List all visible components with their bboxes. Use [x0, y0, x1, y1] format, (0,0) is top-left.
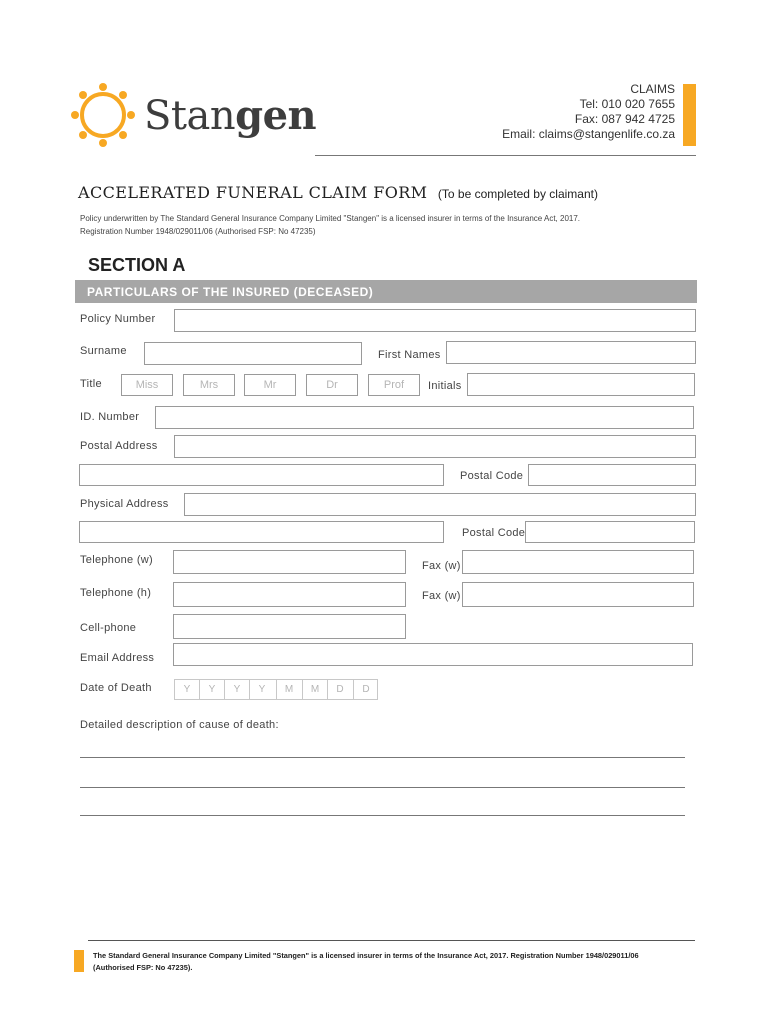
claims-fax: Fax: 087 942 4725	[574, 112, 675, 126]
title-option-mrs[interactable]: Mrs	[183, 374, 235, 396]
brand-name-bold: gen	[235, 92, 317, 139]
initials-field[interactable]	[467, 373, 695, 396]
date-cell-d1[interactable]: D	[327, 680, 352, 700]
policy-number-label: Policy Number	[80, 313, 156, 325]
policy-note-line-2: Registration Number 1948/029011/06 (Authorised FSP: No 47235)	[80, 227, 316, 236]
accent-bar-bottom	[74, 950, 84, 972]
physical-address-field-2[interactable]	[79, 521, 444, 543]
cell-phone-field[interactable]	[173, 614, 406, 639]
fax-w-field[interactable]	[462, 550, 694, 574]
title-label: Title	[80, 378, 102, 390]
date-cell-y4[interactable]: Y	[249, 680, 274, 700]
physical-postal-code-field[interactable]	[525, 521, 695, 543]
date-cell-y2[interactable]: Y	[199, 680, 224, 700]
fax-h-label: Fax (w)	[422, 590, 461, 602]
brand-name	[144, 92, 316, 139]
id-number-label: ID. Number	[80, 411, 140, 423]
footer-line-2: (Authorised FSP: No 47235).	[93, 963, 193, 972]
cause-of-death-label: Detailed description of cause of death:	[80, 719, 279, 731]
footer-line-1: The Standard General Insurance Company Limited "Stangen" is a licensed insurer in terms of the Insurance Act, 2017. Registration Number 1948/029011/06	[93, 951, 639, 960]
claims-email: Email: claims@stangenlife.co.za	[502, 127, 675, 141]
form-title-text: ACCELERATED FUNERAL CLAIM FORM	[78, 183, 428, 202]
accent-bar-top	[683, 84, 696, 146]
postal-address-field-2[interactable]	[79, 464, 444, 486]
title-option-dr[interactable]: Dr	[306, 374, 358, 396]
claims-tel: Tel: 010 020 7655	[579, 97, 675, 111]
title-option-mr[interactable]: Mr	[244, 374, 296, 396]
fax-h-field[interactable]	[462, 582, 694, 607]
date-cell-m2[interactable]: M	[302, 680, 327, 700]
policy-number-field[interactable]	[174, 309, 696, 332]
id-number-field[interactable]	[155, 406, 694, 429]
date-cell-y1[interactable]: Y	[174, 680, 199, 700]
footer-divider	[88, 940, 695, 941]
postal-code-label: Postal Code	[460, 470, 524, 482]
section-bar-label: PARTICULARS OF THE INSURED (DECEASED)	[87, 285, 374, 299]
section-bar	[75, 280, 697, 303]
header-divider	[315, 155, 696, 156]
telephone-h-label: Telephone (h)	[80, 587, 152, 599]
telephone-w-field[interactable]	[173, 550, 406, 574]
claims-heading: CLAIMS	[630, 82, 675, 96]
date-cell-y3[interactable]: Y	[224, 680, 249, 700]
title-option-miss[interactable]: Miss	[121, 374, 173, 396]
first-names-label: First Names	[378, 349, 441, 361]
cause-line-2[interactable]	[80, 787, 685, 788]
email-address-field[interactable]	[173, 643, 693, 666]
date-cell-d2[interactable]: D	[353, 680, 378, 700]
title-option-prof[interactable]: Prof	[368, 374, 420, 396]
initials-label: Initials	[428, 380, 462, 392]
section-heading: SECTION A	[88, 255, 186, 275]
physical-address-field-1[interactable]	[184, 493, 696, 516]
surname-label: Surname	[80, 345, 127, 357]
postal-code-field[interactable]	[528, 464, 696, 486]
form-subtitle: (To be completed by claimant)	[437, 187, 598, 201]
physical-address-label: Physical Address	[80, 498, 169, 510]
date-cell-m1[interactable]: M	[276, 680, 301, 700]
logo	[70, 82, 317, 148]
first-names-field[interactable]	[446, 341, 696, 364]
telephone-h-field[interactable]	[173, 582, 406, 607]
sun-logo-icon	[70, 82, 136, 148]
cell-phone-label: Cell-phone	[80, 622, 137, 634]
postal-address-field-1[interactable]	[174, 435, 696, 458]
physical-postal-code-label: Postal Code	[462, 527, 526, 539]
policy-note-line-1: Policy underwritten by The Standard General Insurance Company Limited "Stangen" is a licensed insurer in terms of the Insurance Act, 2017.	[80, 214, 581, 223]
date-of-death-label: Date of Death	[80, 682, 152, 694]
brand-name-regular: Stan	[144, 93, 236, 139]
cause-line-1[interactable]	[80, 757, 685, 758]
form-title	[78, 183, 598, 203]
contact-block	[502, 82, 675, 142]
postal-address-label: Postal Address	[80, 440, 158, 452]
cause-line-3[interactable]	[80, 815, 685, 816]
footer-text	[93, 950, 639, 974]
telephone-w-label: Telephone (w)	[80, 554, 153, 566]
policy-note	[80, 212, 580, 238]
surname-field[interactable]	[144, 342, 362, 365]
fax-w-label: Fax (w)	[422, 560, 461, 572]
email-address-label: Email Address	[80, 652, 155, 664]
